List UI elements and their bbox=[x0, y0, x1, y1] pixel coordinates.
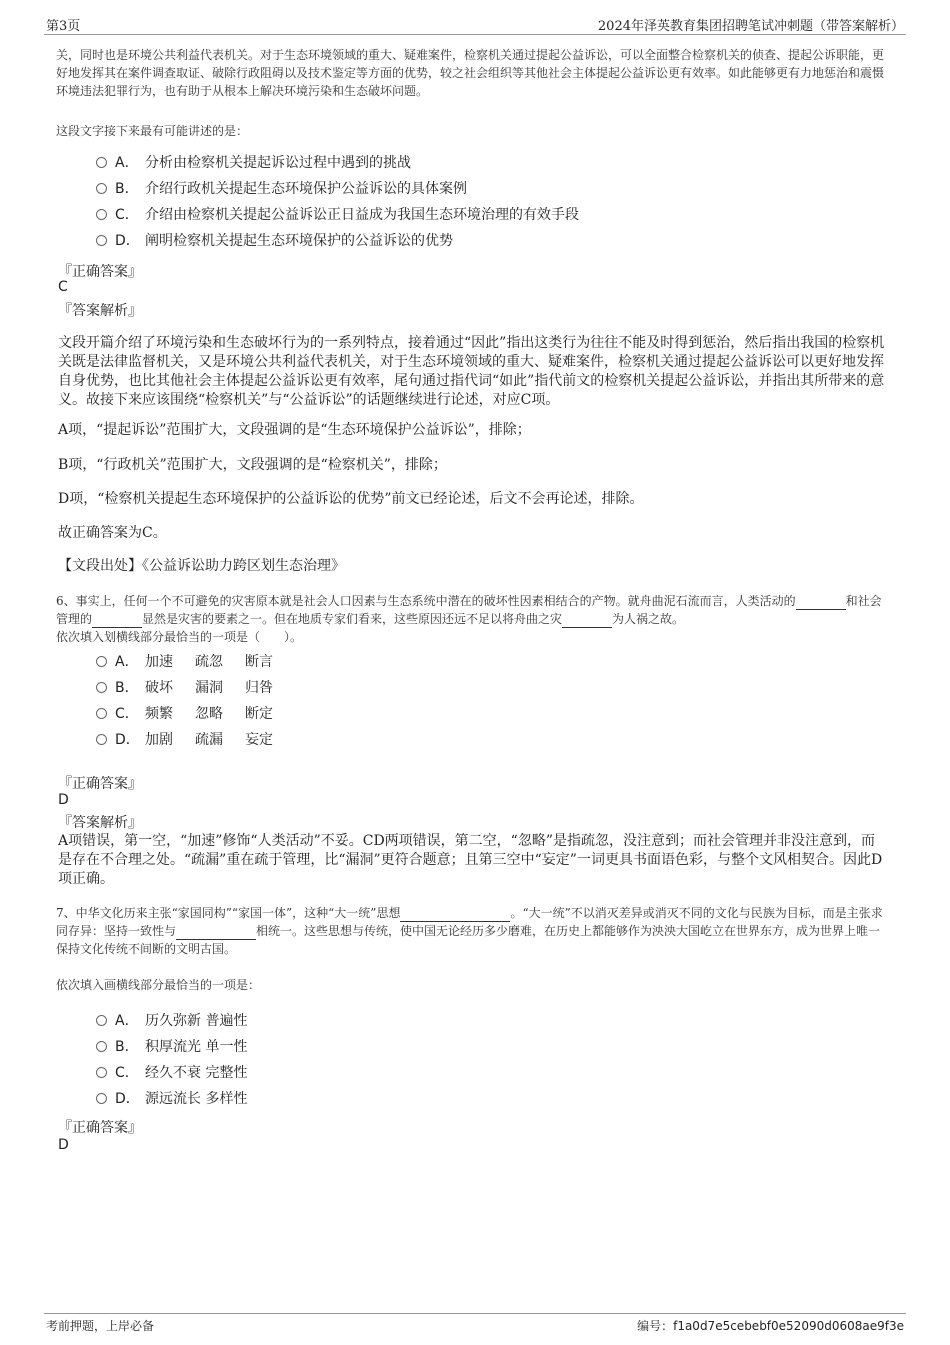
q6-option-c[interactable]: C． 频繁 忽略 断定 bbox=[96, 703, 295, 725]
q6-option-d[interactable]: D． 加剧 疏漏 妄定 bbox=[96, 729, 295, 751]
q7-answer-label: 『正确答案』 bbox=[58, 1120, 142, 1136]
q6-analysis: A项错误，第一空，“加速”修饰“人类活动”不妥。CD两项错误，第二空，“忽略”是指疏忽，没注意到；而社会管理并非没注意到，而是存在不合理之处。“疏漏”重在疏于管理，比“漏洞”更符合题意；且第三空中“妄定”一词更具书面语色彩，与整个文风相契合。因此D项正确。 bbox=[58, 833, 883, 887]
radio-icon[interactable] bbox=[96, 209, 107, 220]
q7-stem: 7、中华文化历来主张“家国同构”“家国一体”，这种“大一统”思想 。“大一统”不以消灭差异或消灭不同的文化与民族为目标，而是主张求同存异：坚持一致性与 相统一。这些思想与传统，使中国无论经历多少磨难，在历史上都能够作为泱泱大国屹立在世界东方，成为世界上唯一保持文化传统不间断的文明古国。 bbox=[56, 906, 883, 956]
page-number: 第3页 bbox=[46, 19, 81, 34]
radio-icon[interactable] bbox=[96, 656, 107, 667]
q5-source-title: 《公益诉讼助力跨区划生态治理》 bbox=[142, 558, 345, 574]
q6-question: 依次填入划横线部分最恰当的一项是（ ）。 bbox=[56, 630, 303, 644]
q5-analysis-conclusion: 故正确答案为C。 bbox=[58, 525, 167, 541]
q5-stem: 这段文字接下来最有可能讲述的是： bbox=[56, 124, 249, 138]
radio-icon[interactable] bbox=[96, 1041, 107, 1052]
q7-option-c[interactable]: C． 经久不衰 完整性 bbox=[96, 1062, 247, 1084]
document-title: 2024年泽英教育集团招聘笔试冲刺题（带答案解析） bbox=[597, 19, 904, 34]
q5-option-b[interactable]: B． 介绍行政机关提起生态环境保护公益诉讼的具体案例 bbox=[96, 178, 467, 200]
q7-option-b[interactable]: B． 积厚流光 单一性 bbox=[96, 1036, 247, 1058]
q6-option-b[interactable]: B． 破坏 漏洞 归咎 bbox=[96, 677, 295, 699]
passage-text: 关，同时也是环境公共利益代表机关。对于生态环境领域的重大、疑难案件，检察机关通过提起公益诉讼，可以全面整合检察机关的侦查、提起公诉职能，更好地发挥其在案件调查取证、破除行政阻碍以及技术鉴定等方面的优势，较之社会组织等其他社会主体提起公益诉讼更有效率。如此能够更有力地惩治和震慑环境违法犯罪行为，也有助于从根本上解决环境污染和生态破坏问题。 bbox=[56, 48, 885, 98]
radio-icon[interactable] bbox=[96, 235, 107, 246]
q5-analysis-a: A项，“提起诉讼”范围扩大，文段强调的是“生态环境保护公益诉讼”，排除； bbox=[58, 422, 531, 438]
page-footer bbox=[44, 1313, 906, 1334]
radio-icon[interactable] bbox=[96, 682, 107, 693]
radio-icon[interactable] bbox=[96, 1015, 107, 1026]
q5-option-d[interactable]: D． 阐明检察机关提起生态环境保护的公益诉讼的优势 bbox=[96, 230, 453, 252]
page-header bbox=[44, 14, 906, 35]
q7-option-a[interactable]: A． 历久弥新 普遍性 bbox=[96, 1010, 247, 1032]
q5-analysis-b: B项，“行政机关”范围扩大，文段强调的是“检察机关”，排除； bbox=[58, 457, 447, 473]
fill-blank bbox=[176, 927, 256, 940]
q6-option-a[interactable]: A． 加速 疏忽 断言 bbox=[96, 651, 295, 673]
q5-source bbox=[58, 557, 345, 576]
radio-icon[interactable] bbox=[96, 157, 107, 168]
q5-analysis-label: 『答案解析』 bbox=[58, 303, 142, 319]
q5-option-a[interactable]: A． 分析由检察机关提起诉讼过程中遇到的挑战 bbox=[96, 152, 411, 174]
fill-blank bbox=[400, 909, 510, 922]
q5-option-c[interactable]: C． 介绍由检察机关提起公益诉讼正日益成为我国生态环境治理的有效手段 bbox=[96, 204, 579, 226]
q6-answer: D bbox=[58, 792, 69, 808]
document-id: 编号：f1a0d7e5cebebf0e52090d0608ae9f3e bbox=[637, 1319, 904, 1333]
q5-answer-label: 『正确答案』 bbox=[58, 264, 142, 280]
fill-blank bbox=[92, 615, 142, 628]
q5-source-label: 【文段出处】 bbox=[58, 558, 142, 574]
q7-answer: D bbox=[58, 1137, 69, 1153]
q7-question: 依次填入画横线部分最恰当的一项是： bbox=[56, 978, 261, 992]
radio-icon[interactable] bbox=[96, 183, 107, 194]
footer-slogan: 考前押题，上岸必备 bbox=[46, 1319, 155, 1333]
q5-analysis-d: D项，“检察机关提起生态环境保护的公益诉讼的优势”前文已经论述，后文不会再论述，排除。 bbox=[58, 491, 644, 507]
q6-analysis-label: 『答案解析』 bbox=[58, 815, 142, 831]
radio-icon[interactable] bbox=[96, 708, 107, 719]
q5-answer: C bbox=[58, 279, 68, 295]
fill-blank bbox=[562, 615, 612, 628]
radio-icon[interactable] bbox=[96, 734, 107, 745]
q6-answer-label: 『正确答案』 bbox=[58, 776, 142, 792]
fill-blank bbox=[796, 597, 846, 610]
q5-analysis-main: 文段开篇介绍了环境污染和生态破坏行为的一系列特点，接着通过“因此”指出这类行为往往不能及时得到惩治，然后指出我国的检察机关既是法律监督机关，又是环境公共利益代表机关，对于生态环境领域的重大、疑难案件，检察机关通过提起公益诉讼可以更好地发挥自身优势，也比其他社会主体提起公益诉讼更有效率，尾句通过指代词“如此”指代前文的检察机关提起公益诉讼，并指出其所带来的意义。故接下来应该围绕“检察机关”与“公益诉讼”的话题继续进行论述，对应C项。 bbox=[58, 335, 885, 408]
q6-stem: 6、事实上，任何一个不可避免的灾害原本就是社会人口因素与生态系统中潜在的破坏性因素相结合的产物。就舟曲泥石流而言，人类活动的 和社会管理的 显然是灾害的要素之一。但在地质专家们看来，这些原因还远不足以将舟曲之灾 为人祸之故。 依次填入划横线部分最恰当的一项是（ ）。 bbox=[56, 594, 882, 644]
q7-option-d[interactable]: D． 源远流长 多样性 bbox=[96, 1088, 247, 1110]
radio-icon[interactable] bbox=[96, 1093, 107, 1104]
radio-icon[interactable] bbox=[96, 1067, 107, 1078]
